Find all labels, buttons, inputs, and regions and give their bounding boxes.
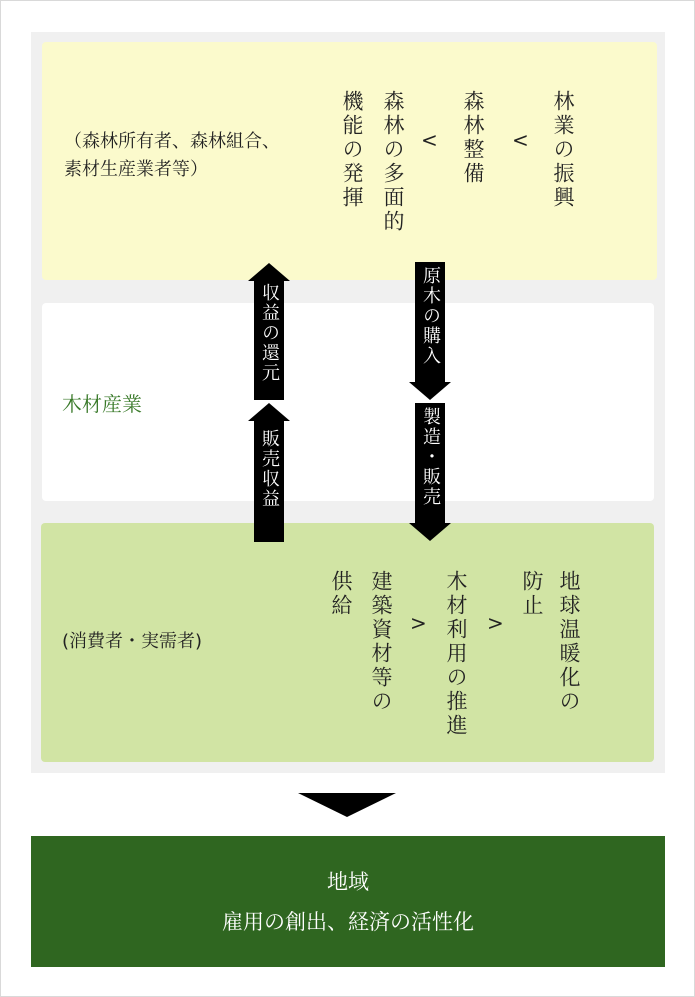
return-arrow — [248, 263, 290, 400]
forest-text-col1: 林業の振興 — [551, 90, 575, 210]
forest-owners-label-2: 素材生産業者等） — [64, 159, 208, 180]
forest-owners-label-1: （森林所有者、森林組合、 — [64, 131, 280, 152]
manufacture-arrow — [409, 403, 451, 541]
flow-down-arrow — [298, 793, 396, 817]
purchase-arrow-label: 原木の購入 — [420, 266, 441, 366]
consumer-chevron-2: > — [410, 611, 427, 635]
consumer-text-col1: 地球温暖化の — [557, 570, 581, 714]
sales-arrow-label: 販売収益 — [259, 429, 280, 509]
forest-text-col3: 森林の多面的 — [381, 90, 405, 234]
forest-chevron-1: < — [512, 128, 529, 152]
consumer-chevron-1: > — [487, 611, 504, 635]
forest-chevron-2: < — [421, 128, 438, 152]
consumer-text-col5: 供給 — [329, 570, 353, 618]
wood-industry-label: 木材産業 — [62, 392, 142, 416]
consumer-text-col2: 防止 — [520, 570, 544, 618]
manufacture-arrow-label: 製造・販売 — [420, 407, 441, 507]
forest-text-col2: 森林整備 — [461, 90, 485, 186]
region-subtitle: 雇用の創出、経済の活性化 — [222, 910, 474, 934]
consumer-text-col4: 建築資材等の — [369, 570, 393, 714]
consumer-text-col3: 木材利用の推進 — [444, 570, 468, 738]
region-box — [31, 836, 665, 967]
consumer-label: (消費者・実需者) — [62, 631, 203, 652]
sales-arrow — [248, 403, 290, 542]
region-title: 地域 — [327, 870, 369, 894]
purchase-arrow — [409, 262, 451, 400]
return-arrow-label: 収益の還元 — [259, 283, 280, 383]
forest-text-col4: 機能の発揮 — [340, 90, 364, 210]
